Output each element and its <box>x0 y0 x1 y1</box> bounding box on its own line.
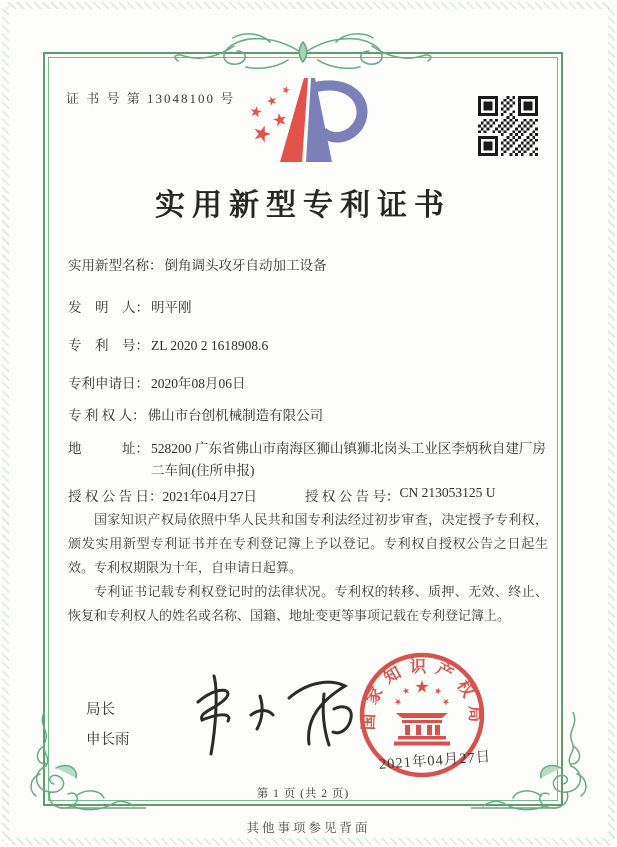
qr-code-icon <box>478 96 538 156</box>
cnipa-official-seal-icon <box>337 632 507 802</box>
legal-statement <box>68 508 548 628</box>
field-value: 明平刚 <box>151 300 192 315</box>
svg-text:国家知识产权局 <box>359 657 486 731</box>
page-number: 第 1 页 (共 2 页) <box>256 788 350 800</box>
director-title: 局长 <box>86 702 115 718</box>
page-edge-ornament <box>6 2 611 9</box>
grant-number-pair <box>305 485 496 505</box>
cnipa-patent-logo-icon <box>232 68 382 174</box>
field-label: 专 利 权 人： <box>68 408 146 423</box>
page-edge-ornament <box>608 6 615 841</box>
grant-number-label: 授 权 公 告 号： <box>305 489 400 504</box>
field-label: 地 址： <box>68 441 149 456</box>
page-edge-ornament <box>2 6 9 841</box>
seal-ring-text: 国家知识产权局 <box>358 656 486 731</box>
field-value: 2020年08月06日 <box>151 376 246 391</box>
field-utility-model-name <box>68 255 327 277</box>
grant-date-value: 2021年04月27日 <box>162 489 257 504</box>
certificate-title: 实用新型专利证书 <box>155 189 451 222</box>
director-signature-icon <box>168 668 363 763</box>
field-label: 实用新型名称： <box>68 258 163 273</box>
director-name: 申长雨 <box>86 732 130 748</box>
field-patentee <box>68 405 323 427</box>
field-value: 528200 广东省佛山市南海区狮山镇狮北岗头工业区李炳秋自建厂房二车间(住所申报) <box>151 441 546 478</box>
certificate-number: 证 书 号 第 13048100 号 <box>66 91 236 106</box>
field-application-date <box>68 373 246 395</box>
field-address <box>68 438 549 482</box>
field-value: ZL 2020 2 1618908.6 <box>151 338 269 353</box>
grant-number-value: CN 213053125 U <box>399 485 496 500</box>
field-patent-number <box>68 335 268 357</box>
back-side-note: 其他事项参见背面 <box>246 821 371 835</box>
grant-date-label: 授 权 公 告 日： <box>68 489 163 504</box>
field-label: 发 明 人： <box>68 300 149 315</box>
seal-date: 2021年04月27日 <box>378 749 492 773</box>
page-edge-ornament <box>6 838 611 845</box>
legal-paragraph-1: 国家知识产权局依照中华人民共和国专利法经过初步审查，决定授予专利权，颁发实用新型专利证书并在专利登记簿上予以登记。专利权自授权公告之日起生效。专利权期限为十年，自申请日起算。 <box>68 512 548 575</box>
field-label: 专 利 号： <box>68 338 149 353</box>
grant-announcement-row <box>68 485 548 505</box>
field-inventor <box>68 297 192 319</box>
field-value: 佛山市台创机械制造有限公司 <box>147 408 324 423</box>
director-block <box>86 695 130 755</box>
legal-paragraph-2: 专利证书记载专利权登记时的法律状况。专利权的转移、质押、无效、终止、恢复和专利权人的姓名或名称、国籍、地址变更等事项记载在专利登记簿上。 <box>68 584 548 623</box>
field-label: 专利申请日： <box>68 376 149 391</box>
field-value: 倒角调头攻牙自动加工设备 <box>164 258 327 273</box>
grant-date-pair <box>68 485 257 505</box>
